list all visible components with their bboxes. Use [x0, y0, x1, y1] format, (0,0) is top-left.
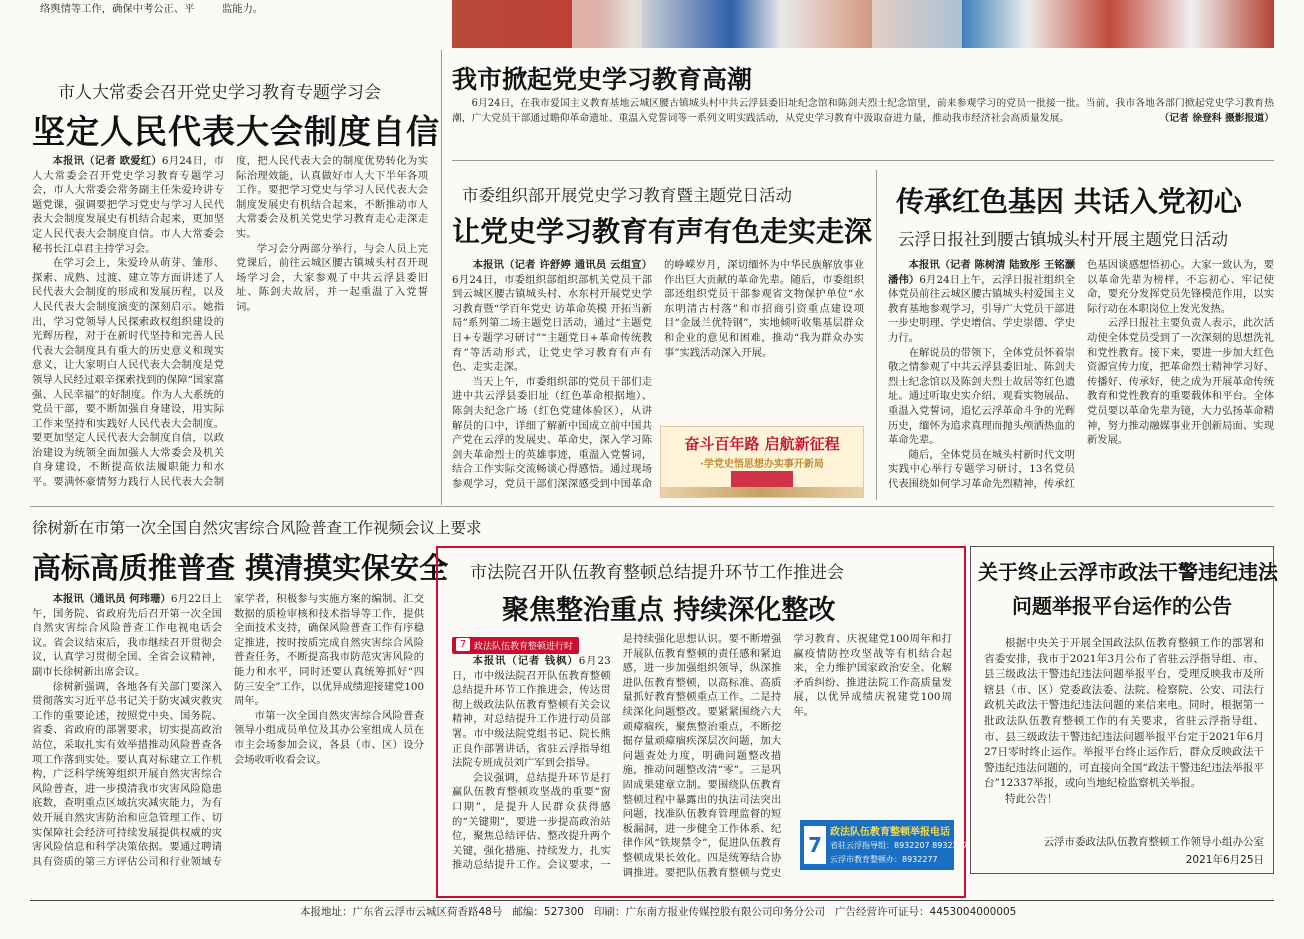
- photo-detail: [872, 0, 962, 48]
- census-headline: 高标高质推普查 摸清摸实保安全: [32, 551, 449, 585]
- census-paragraph: 市第一次全国自然灾害综合风险普查领导小组成员单位及其办公室组成人员在市主会场参加会议，各县（市、区）设分会场收听收看会议。: [234, 709, 424, 766]
- photo-detail: [572, 0, 642, 48]
- daily-body: [888, 258, 1274, 504]
- court-byline: 本报讯（记者 钱枫）: [472, 655, 579, 667]
- top-middle-snippet: 监能力。: [222, 3, 264, 15]
- org-paragraph: 6月24日，市委组织部组织部机关党员干部到云城区腰古镇城头村、水东村开展党史学习教育暨“学百年党史 访革命英模 开拓当新局”系列第二场主题党日活动，通过“主题党日+专题学习研讨”“主题党日+革命传统教育”等活动形式，让党史学习教育有声有色、走实走深。: [452, 273, 652, 374]
- notice-paragraph: 根据中央关于开展全国政法队伍教育整顿工作的部署和省委安排，我市于2021年3月公布了省驻云浮指导组、市、县三级政法干警违纪违法问题举报平台，受理反映我市及所辖县（市、区）党委政法委、法院、检察院、公安、司法行政机关政法干警违纪违法问题的来信来电。同时，根据第一批政法队伍教育整顿工作的有关要求，省驻云浮指导组、市、县三级政法干警违纪违法问题举报平台定于2021年6月27日零时终止运作。举报平台终止运作后，群众反映政法干警违纪违法问题的，可直接向全国“政法干警违纪违法举报平台”12337举报，或向当地纪检监察机关举报。: [984, 637, 1264, 790]
- banner-sub-text: ·学党史悟思想办实事开新局: [700, 459, 824, 470]
- census-body: [32, 592, 424, 878]
- daily-paragraph: 云浮日报社主要负责人表示，此次活动使全体党员受到了一次深刻的思想洗礼和党性教育。接下来，要进一步加大红色资源宣传力度，把革命烈士精神学习好、传播好、传承好，使之成为开展革命传统教育和党性教育的重要载体和平台。全体党员要以革命先辈为镜，大力弘扬革命精神，努力推动融媒事业开创新局面、实现新发展。: [1087, 317, 1274, 447]
- column-divider: [876, 170, 877, 500]
- badge-icon: 7: [456, 638, 470, 651]
- footer-printer: 印刷：广东南方报业传媒控股有限公司印务分公司: [594, 906, 825, 918]
- section-divider: [452, 160, 1274, 161]
- banner-main-text: 奋斗百年路 启航新征程: [684, 435, 840, 453]
- notice-title-line1: 关于终止云浮市政法干警违纪违法: [978, 560, 1278, 584]
- photo-story-caption-text: 6月24日，在我市爱国主义教育基地云城区腰古镇城头村中共云浮县委旧址纪念馆和陈剑夫烈士纪念馆里，前来参观学习的党员一批接一批。当前，我市各地各部门掀起党史学习教育热潮，广大党员干部通过瞻仰革命遗址、重温入党誓词等一系列文明实践活动，从党史学习教育中汲取奋进力量，推动我市经济社会高质量发展。: [452, 98, 1274, 124]
- npc-kicker: 市人大常委会召开党史学习教育专题学习会: [58, 83, 381, 103]
- notice-title-line2: 问题举报平台运作的公告: [1012, 594, 1232, 618]
- notice-paragraph: 特此公告！: [1005, 792, 1058, 805]
- notice-date: 2021年6月25日: [1185, 854, 1264, 866]
- hotline-line1: 省驻云浮指导组：8932207 8932217: [830, 841, 968, 850]
- court-paragraph: 会议强调，总结提升环节是打赢队伍教育整顿攻坚战的重要“窗口期”，是提升人民群众获得感的“关键期”，要进一步提高政治站位，聚焦总结评估、整改提升两个关键，强化措施、持续发力，扎实推动总结提升工作。会议要求，一是持续强化思想认识。要不断增强开展队伍教育整顿的责任感和紧迫感，进一步加强组织领导，纵深推进队伍教育整顿，以高标准、高质量抓好教育整顿重点工作。二是持续深化问题整改。要紧紧围绕六大顽瘴痼疾，聚焦整治重点，不断挖掘存量顽瘴痼疾深层次问题，加大问题查处力度，明确问题整改措施，推动问题整改清“零”。三是巩固成果建章立制。要围绕队伍教育整顿过程中暴露出的执法司法突出问题，找准队伍教育管理监督的短板漏洞，进一步健全工作体系、纪律作风“铁规禁令”，促进队伍教育整顿成果长效化。四是统筹结合协调推进。要把队伍教育整顿与党史学习教育、庆祝建党100周年和打赢疫情防控攻坚战等有机结合起来，全力维护国家政治安全、化解矛盾纠纷、推进法院工作高质量发展，以优异成绩庆祝建党100周年。: [452, 633, 952, 879]
- org-paragraph: 当天上午，市委组织部的党员干部们走进中共云浮县委旧址（红色革命根据地）、陈剑夫纪念广场（红色党建体验区），从讲解员的口中，详细了解新中国成立前中国共产党在云浮的发展史、革命史，深入学习陈剑夫革命烈士的英雄事迹，重温入党誓词，结合工作实际交流畅谈心得感悟。通过现场参观学习，党员干部们深深感受到中国革命的峥嵘岁月，深切缅怀为中华民族解放事业作出巨大贡献的革命先辈。随后，市委组织部还组织党员干部参观省文物保护单位“水东明清古村落”和市招商引资重点建设项目“金晟兰优特钢”，实地倾听收集基层群众和企业的意见和困难，推动“我为群众办实事”实践活动深入开展。: [452, 259, 864, 490]
- footer-address: 本报地址：广东省云浮市云城区荷香路48号: [300, 906, 503, 918]
- banner-base: [661, 487, 863, 497]
- column-divider: [441, 50, 442, 505]
- court-kicker: 市法院召开队伍教育整顿总结提升环节工作推进会: [470, 563, 844, 583]
- top-photo: [452, 0, 1274, 48]
- footer-postcode: 邮编：527300: [512, 906, 584, 918]
- badge-spacer: [452, 632, 611, 654]
- daily-subhead: 云浮日报社到腰古镇城头村开展主题党日活动: [898, 230, 1228, 249]
- org-headline: 让党史学习教育有声有色走实走深: [452, 215, 873, 248]
- court-badge-text: 政法队伍教育整顿进行时: [474, 642, 574, 652]
- org-kicker: 市委组织部开展党史学习教育暨主题党日活动: [462, 186, 792, 205]
- npc-body: [32, 154, 428, 502]
- daily-paragraph: 随后，全体党员在城头村新时代文明实践中心举行专题学习研讨，13名党员代表围绕如何学习革命先烈精神，传承红色基因谈感想悟初心。大家一致认为，要以革命先辈为榜样，不忘初心、牢记使命，要充分发挥党员先锋模范作用，以实际行动在本职岗位上发光发热。: [888, 259, 1274, 490]
- photo-story-headline: 我市掀起党史学习教育高潮: [452, 65, 753, 94]
- footer: [300, 904, 1016, 919]
- hotline-icon: 7: [804, 826, 826, 864]
- org-byline: 本报讯（记者 许舒婷 通讯员 云组宣）: [472, 259, 652, 271]
- npc-paragraph: 6月24日，市人大常委会召开党史学习教育专题学习会，市人大常委会常务副主任朱爱玲讲专题党课，强调要把学习党史与学习人民代表大会制度发展史有机结合起来，更加坚定人民代表大会制度自信。市人大常委会秘书长江卓君主持学习会。: [32, 155, 224, 255]
- daily-paragraph: 6月24日上午，云浮日报社组织全体党员前往云城区腰古镇城头村爱国主义教育基地参观学习，引导广大党员干部进一步史明理、学史增信、学史崇德、学史力行。: [888, 273, 1076, 344]
- section-divider: [30, 506, 1274, 507]
- top-left-snippet: 络舆情等工作，确保中考公正、平: [40, 3, 195, 15]
- daily-paragraph: 在解说员的带领下，全体党员怀着崇敬之情参观了中共云浮县委旧址、陈剑夫烈士纪念馆以及陈剑夫烈士故居等红色遗址。通过听取史实介绍、观看实物展品、重温入党誓词，追忆云浮革命斗争的光辉历史，缅怀为追求真理而抛头颅洒热血的革命先辈。: [888, 346, 1075, 447]
- photo-story-caption: [452, 96, 1274, 126]
- court-headline: 聚焦整治重点 持续深化整改: [502, 595, 836, 626]
- npc-byline: 本报讯（记者 欧爱红）: [52, 155, 162, 167]
- npc-headline: 坚定人民代表大会制度自信: [32, 112, 440, 151]
- hotline-title: 政法队伍教育整顿举报电话: [830, 827, 950, 838]
- photo-story-credit: （记者 徐登科 摄影报道）: [1159, 113, 1274, 124]
- notice-body: [984, 636, 1264, 808]
- court-paragraph: 6月23日，市中级法院召开队伍教育整顿总结提升环节工作推进会，传达贯彻上级政法队伍教育整顿有关会议精神，对总结提升工作进行动员部署。市中级法院党组书记、院长熊正良作部署讲话，省驻云浮指导组法院专班成员刘广军到会指导。: [452, 655, 611, 770]
- notice-signer: 云浮市委政法队伍教育整顿工作领导小组办公室: [1043, 836, 1264, 848]
- census-kicker: 徐树新在市第一次全国自然灾害综合风险普查工作视频会议上要求: [32, 519, 482, 537]
- footer-license: 广告经营许可证号：4453004000005: [835, 906, 1017, 918]
- org-banner: [660, 426, 864, 498]
- hotline-line2: 云浮市教育整顿办：8932277: [830, 855, 938, 864]
- footer-rule: [30, 900, 1274, 901]
- daily-byline: 本报讯（记者 陈树清 陆致彤 王铭灏 潘伟）: [888, 259, 1075, 286]
- court-hotline-box: [800, 820, 968, 870]
- census-byline: 本报讯（通讯员 何玮珊）: [52, 593, 171, 605]
- census-paragraph: 徐树新强调，各地各有关部门要深入贯彻落实习近平总书记关于防灾减灾救灾工作的重要论述，按照党中央、国务院、省委、省政府的部署要求，切实提高政治站位，采取扎实有效举措推动风险普查各项工作落到实处。要认真对标建立工作机构，广泛科学统筹组织开展自然灾害综合风险普查，进一步摸清我市灾害风险隐患底数，查明重点区域抗灾减灾能力，为有效开展自然灾害防治和应急管理工作、切实保障社会经济可持续发展提供权威的灾害风险信息和科学决策依据。要通过聘请具有资质的第三方评估公司和行业领域专家学者，积极参与实施方案的编制、汇交数据的质检审核和技术指导等工作，提供全面技术支持，确保风险普查工作有序稳定推进，按时按质完成自然灾害综合风险普查任务，不断提高我市防范灾害风险的能力和水平，同时还要认真统筹抓好“四防三安全”工作，以优异成绩迎接建党100周年。: [32, 593, 424, 868]
- daily-headline: 传承红色基因 共话入党初心: [896, 185, 1242, 218]
- npc-paragraph: 在学习会上，朱爱玲从萌芽、雏形、探索、成熟、过渡、建立等方面讲述了人民代表大会制度的形成和发展历程，以及人民代表大会制度演变的深刻启示。她指出，学习党领导人民探索政权组织建设的光辉历程，对于在新时代坚持和完善人民代表大会制度具有重大的历史意义和现实意义，让大家明白人民代表大会制度是党领导人民经过艰辛探索找到的保障“国家富强、人民幸福”的好制度。作为人大系统的党员干部，要不断加强自身建设，用实际工作来坚持和实践好人民代表大会制度。要更加坚定人民代表大会制度自信，以政治建设为统领全面加强人大常委会及机关自身建设，不断提高依法履职能力和水平。要满怀豪情努力践行人民代表大会制度，把人民代表大会的制度优势转化为实际治理效能，认真做好市人大下半年各项工作。要把学习党史与学习人民代表大会制度发展史有机结合起来，不断推动市人大常委会及机关党史学习教育走心走深走实。: [32, 155, 428, 489]
- census-paragraph: 6月22日上午，国务院、省政府先后召开第一次全国自然灾害综合风险普查工作电视电话会议。省会议结束后，我市继续召开贯彻会议，认真学习贯彻全国、全省会议精神，副市长徐树新出席会议。: [32, 593, 222, 678]
- npc-paragraph: 学习会分两部分举行，与会人员上完党课后，前往云城区腰古镇城头村召开现场学习会，大家参观了中共云浮县委旧址、陈剑夫故居，并一起重温了入党誓词。: [236, 242, 428, 313]
